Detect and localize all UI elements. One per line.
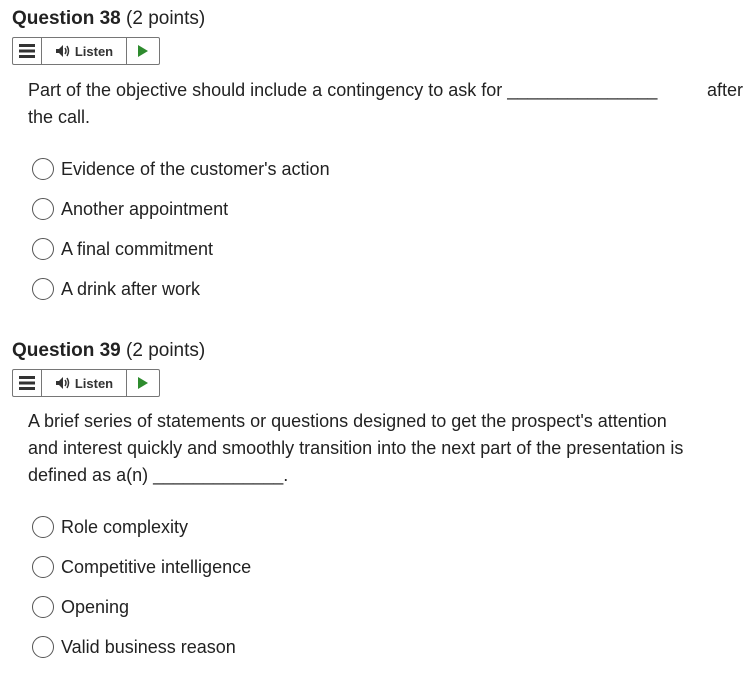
question-text-line: Part of the objective should include a contingency to ask for _______________ (28, 80, 658, 100)
question-text-line: A brief series of statements or questions designed to get the prospect's attention (28, 411, 667, 431)
answer-label: Role complexity (61, 516, 189, 537)
question-title (12, 339, 205, 363)
radio-button[interactable] (32, 516, 54, 538)
question-number: Question 38 (12, 8, 121, 29)
speaker-icon (55, 376, 71, 390)
listen-label: Listen (74, 43, 114, 59)
answer-label: Evidence of the customer's action (61, 158, 330, 179)
question-text-line: the call. (28, 107, 91, 127)
listen-button[interactable] (42, 38, 127, 64)
toolbar-menu-button[interactable] (13, 38, 42, 64)
hamburger-menu-icon (19, 44, 35, 58)
answer-option[interactable] (32, 514, 188, 540)
answer-label: Competitive intelligence (61, 556, 252, 577)
question-title (12, 7, 205, 31)
play-icon (137, 44, 149, 58)
answer-label: Valid business reason (61, 636, 236, 657)
hamburger-menu-icon (19, 376, 35, 390)
answer-option[interactable] (32, 634, 236, 660)
question-points: (2 points) (120, 340, 206, 361)
answer-option[interactable] (32, 594, 129, 620)
toolbar-menu-button[interactable] (13, 370, 42, 396)
answer-label: Opening (61, 596, 130, 617)
readspeaker-toolbar (12, 37, 160, 65)
radio-button[interactable] (32, 238, 54, 260)
answer-option[interactable] (32, 554, 251, 580)
answer-option[interactable] (32, 276, 200, 302)
answer-label: Another appointment (61, 198, 229, 219)
radio-button[interactable] (32, 556, 54, 578)
answer-option[interactable] (32, 196, 228, 222)
radio-button[interactable] (32, 278, 54, 300)
listen-button[interactable] (42, 370, 127, 396)
answer-label: A final commitment (61, 238, 214, 259)
question-points: (2 points) (120, 8, 206, 29)
play-button[interactable] (127, 38, 159, 64)
radio-button[interactable] (32, 596, 54, 618)
play-icon (137, 376, 149, 390)
question-text (28, 77, 743, 131)
play-button[interactable] (127, 370, 159, 396)
answer-option[interactable] (32, 156, 330, 182)
readspeaker-toolbar (12, 369, 160, 397)
answer-label: A drink after work (61, 278, 201, 299)
radio-button[interactable] (32, 158, 54, 180)
question-number: Question 39 (12, 340, 121, 361)
question-text-line-end: after (706, 80, 743, 100)
radio-button[interactable] (32, 636, 54, 658)
listen-label: Listen (74, 375, 114, 391)
speaker-icon (55, 44, 71, 58)
question-text (28, 408, 743, 489)
answer-option[interactable] (32, 236, 213, 262)
question-text-line: defined as a(n) _____________. (28, 465, 289, 485)
radio-button[interactable] (32, 198, 54, 220)
question-text-line: and interest quickly and smoothly transition into the next part of the presentation is (28, 438, 684, 458)
